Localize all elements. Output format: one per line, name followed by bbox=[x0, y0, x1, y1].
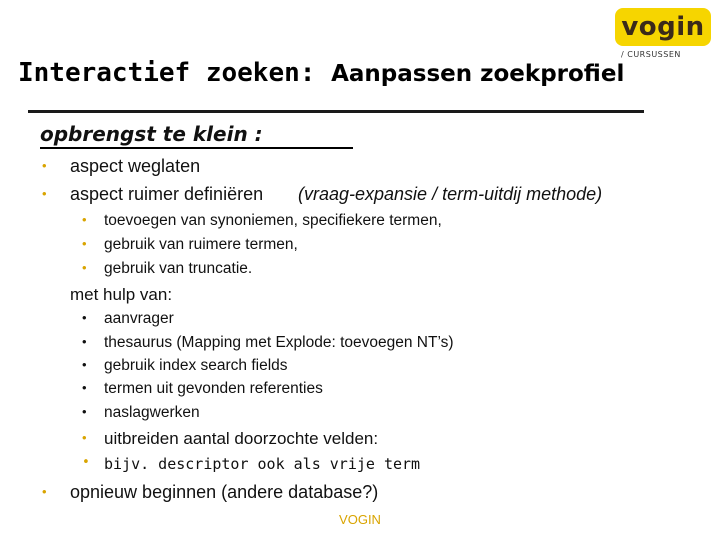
item-text: aspect weglaten bbox=[70, 156, 201, 176]
met-hulp-label: met hulp van: bbox=[70, 285, 173, 304]
item-text: termen uit gevonden referenties bbox=[104, 380, 323, 397]
bullet-icon: • bbox=[82, 236, 87, 251]
item-text: aanvrager bbox=[104, 310, 174, 327]
item-text: opnieuw beginnen (andere database?) bbox=[70, 482, 379, 502]
item-text: gebruik van ruimere termen, bbox=[104, 236, 298, 253]
slide-title bbox=[18, 58, 718, 88]
bullet-icon: • bbox=[82, 260, 87, 275]
item-text: gebruik van truncatie. bbox=[104, 260, 253, 277]
item-text: toevoegen van synoniemen, specifiekere termen, bbox=[104, 212, 442, 229]
bullet-icon: • bbox=[82, 212, 87, 227]
bullet-icon: • bbox=[42, 158, 47, 173]
bullet-icon: • bbox=[42, 484, 47, 499]
title-divider bbox=[28, 110, 644, 113]
item-text: bijv. descriptor ook als vrije term bbox=[104, 455, 421, 473]
bullet-icon: • bbox=[82, 310, 87, 325]
item-note: (vraag-expansie / term-uitdij methode) bbox=[298, 184, 603, 204]
logo-wordmark: vogin bbox=[615, 8, 711, 46]
item-text: aspect ruimer definiëren bbox=[70, 184, 264, 204]
subheading: opbrengst te klein : bbox=[40, 122, 353, 149]
bullet-icon: • bbox=[82, 380, 87, 395]
bullet-icon: • bbox=[82, 334, 87, 349]
bullet-icon: • bbox=[82, 357, 87, 372]
title-part-1: Interactief zoeken: bbox=[18, 58, 316, 88]
item-text: uitbreiden aantal doorzochte velden: bbox=[104, 429, 379, 448]
item-text: naslagwerken bbox=[104, 404, 200, 421]
item-text: gebruik index search fields bbox=[104, 357, 288, 374]
bullet-icon: • bbox=[82, 455, 90, 470]
title-part-2: Aanpassen zoekprofiel bbox=[331, 61, 625, 87]
bullet-icon: • bbox=[42, 186, 47, 201]
vogin-logo bbox=[611, 4, 715, 66]
footer-label: VOGIN bbox=[339, 512, 381, 527]
logo-subtitle: / CURSUSSEN bbox=[621, 50, 681, 59]
bullet-icon: • bbox=[82, 404, 87, 419]
item-text: thesaurus (Mapping met Explode: toevoegen NT’s) bbox=[104, 334, 454, 351]
bullet-icon: • bbox=[82, 430, 87, 445]
